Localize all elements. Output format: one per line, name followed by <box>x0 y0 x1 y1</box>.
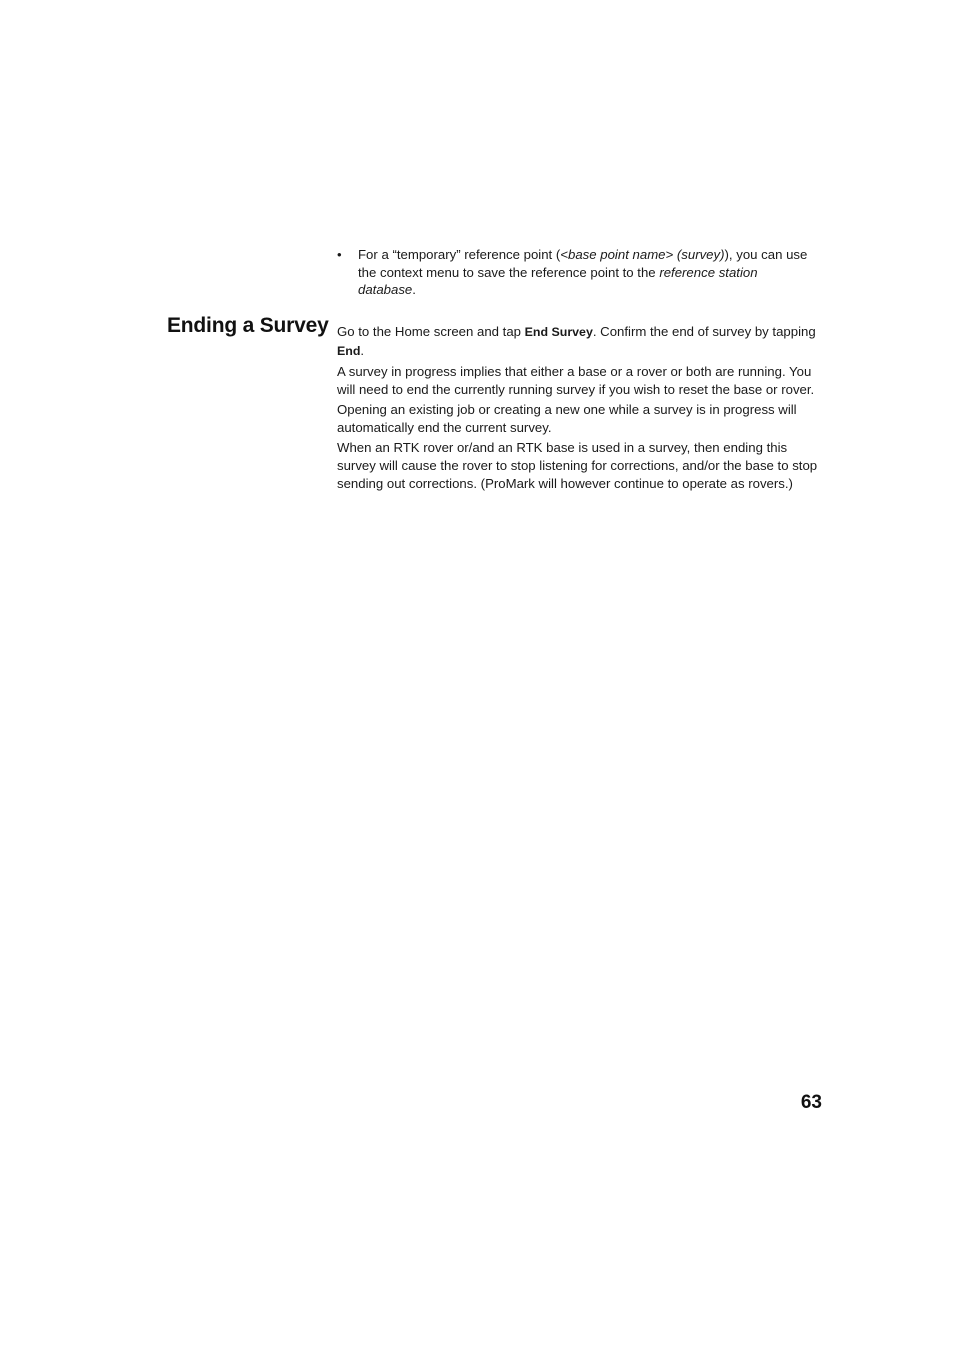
bullet-text-part1: For a “temporary” reference point ( <box>358 247 561 262</box>
bullet-text-part2: ), you can use the context menu to save the reference point to the <box>358 247 808 280</box>
section-body <box>337 323 821 495</box>
p1-text1: Go to the Home screen and tap <box>337 324 525 339</box>
paragraph-end-survey-steps <box>337 323 821 361</box>
p1-text2: . Confirm the end of survey by tapping <box>592 324 816 339</box>
bullet-marker: • <box>337 247 342 262</box>
p1-text3: . <box>360 342 365 358</box>
bullet-text-part3: . <box>412 282 416 298</box>
end-command: End <box>337 343 361 358</box>
bullet-text <box>358 246 819 299</box>
bullet-item <box>337 246 819 299</box>
paragraph-opening-job: Opening an existing job or creating a new one while a survey is in progress will automatically end the current survey. <box>337 401 797 435</box>
end-survey-command: End Survey <box>524 325 593 339</box>
section-title: Ending a Survey <box>167 314 329 337</box>
paragraph-survey-in-progress: A survey in progress implies that either a base or a rover or both are running. You will need to end the currently running survey if you wish to reset the base or rover. <box>337 363 815 397</box>
paragraph-rtk-ending: When an RTK rover or/and an RTK base is used in a survey, then ending this survey will cause the rover to stop listening for corrections, and/or the base to stop sending out corrections. (ProMark will however continue to operate as rovers.) <box>337 439 818 491</box>
page-number: 63 <box>800 1092 822 1113</box>
bullet-reference-station-database: reference station database <box>358 264 758 298</box>
bullet-base-point-name: <base point name> (survey) <box>560 247 725 262</box>
